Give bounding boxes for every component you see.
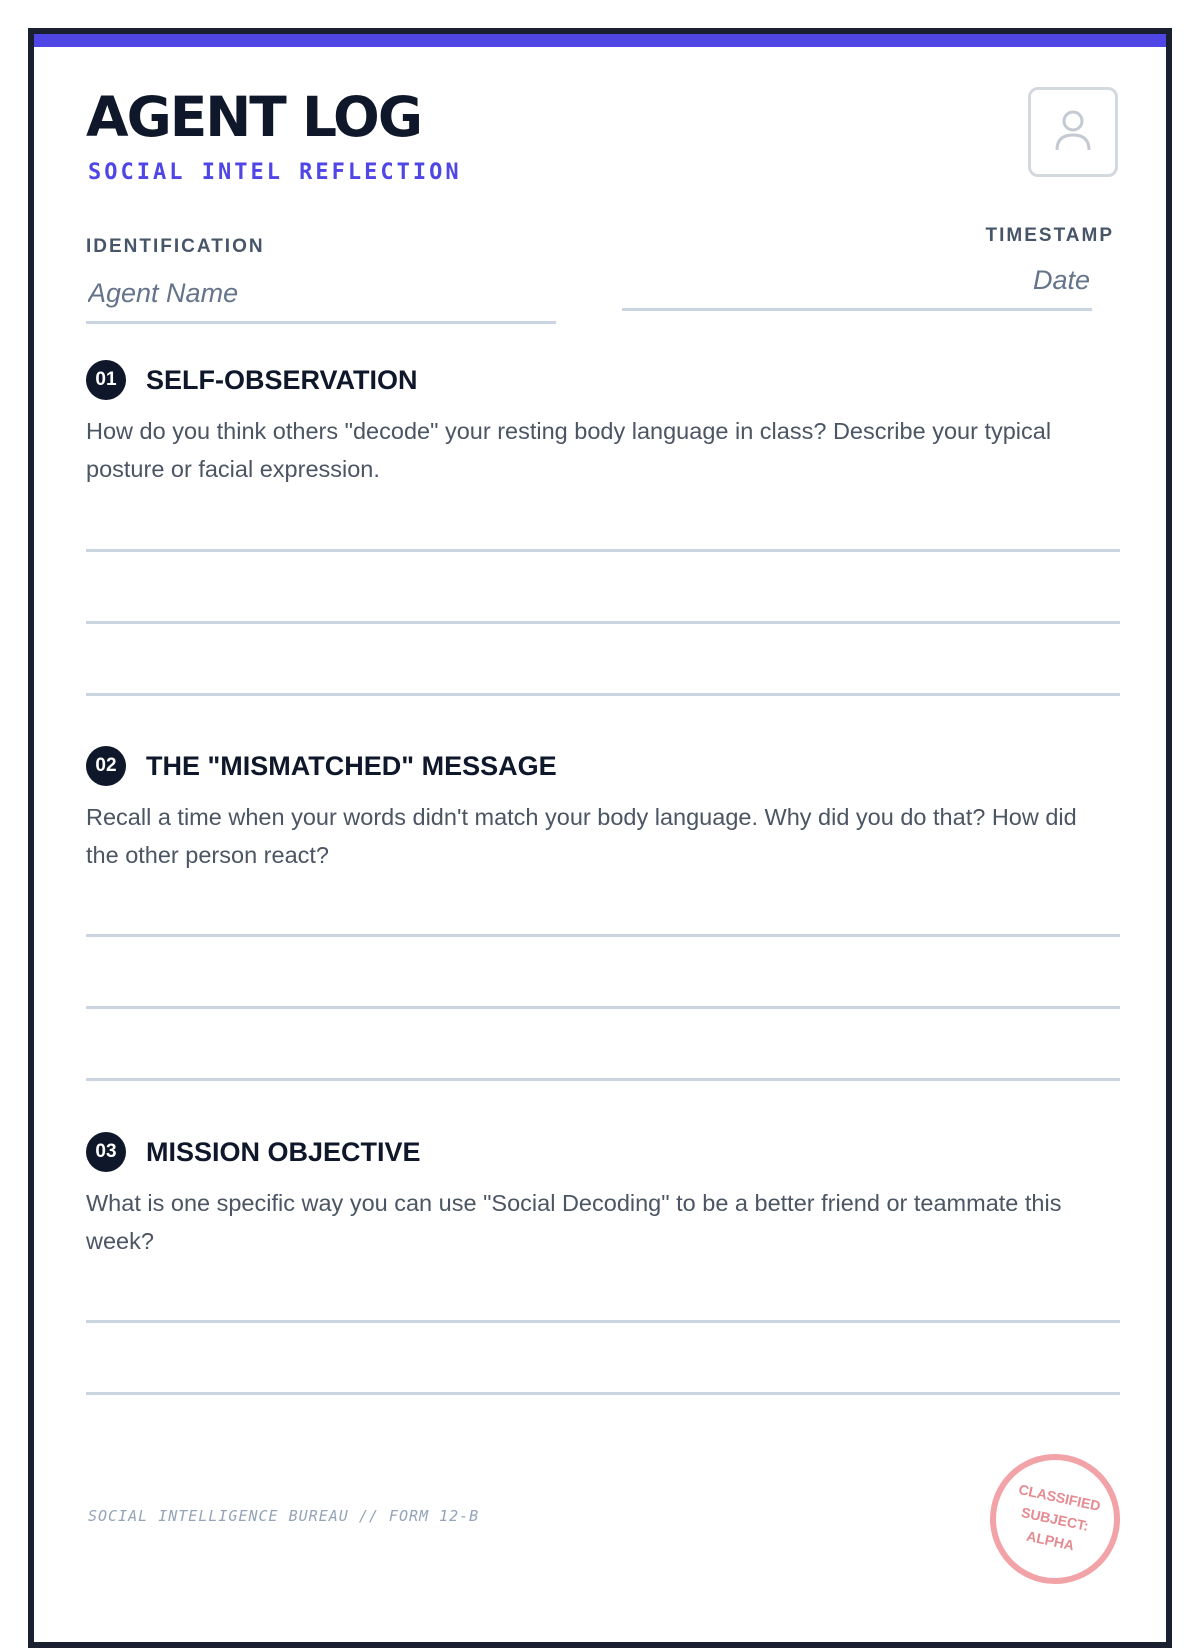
section-self-observation bbox=[86, 360, 1120, 710]
identification-label: IDENTIFICATION bbox=[86, 236, 265, 257]
section-heading bbox=[86, 1132, 1120, 1172]
answer-line[interactable] bbox=[86, 1006, 1120, 1009]
answer-line[interactable] bbox=[86, 1078, 1120, 1081]
page-title: AGENT LOG bbox=[86, 85, 421, 149]
section-prompt: What is one specific way you can use "Social Decoding" to be a better friend or teammate this week? bbox=[86, 1190, 1062, 1254]
avatar-placeholder[interactable] bbox=[1028, 87, 1118, 177]
answer-line[interactable] bbox=[86, 1392, 1120, 1395]
answer-line[interactable] bbox=[86, 549, 1120, 552]
agent-name-field[interactable] bbox=[86, 272, 556, 324]
section-title: MISSION OBJECTIVE bbox=[146, 1136, 421, 1167]
answer-line[interactable] bbox=[86, 1320, 1120, 1323]
accent-bar bbox=[34, 34, 1166, 47]
page-subtitle: SOCIAL INTEL REFLECTION bbox=[88, 160, 462, 185]
worksheet bbox=[28, 28, 1172, 1648]
section-heading bbox=[86, 746, 1120, 786]
user-icon bbox=[1053, 108, 1093, 156]
answer-line[interactable] bbox=[86, 934, 1120, 937]
date-field[interactable] bbox=[622, 258, 1092, 311]
section-heading bbox=[86, 360, 1120, 400]
section-number-badge: 01 bbox=[86, 360, 126, 400]
section-prompt: How do you think others "decode" your resting body language in class? Describe your typical posture or facial expression. bbox=[86, 418, 1052, 482]
section-mission-objective bbox=[86, 1132, 1120, 1412]
section-title: SELF-OBSERVATION bbox=[146, 364, 418, 395]
section-number-badge: 02 bbox=[86, 746, 126, 786]
timestamp-label: TIMESTAMP bbox=[985, 225, 1114, 246]
form-footer: SOCIAL INTELLIGENCE BUREAU // FORM 12-B bbox=[88, 1507, 480, 1525]
answer-line[interactable] bbox=[86, 693, 1120, 696]
section-prompt: Recall a time when your words didn't match your body language. Why did you do that? How did the other person react? bbox=[86, 804, 1077, 868]
section-number-badge: 03 bbox=[86, 1132, 126, 1172]
stamp-text: CLASSIFIED SUBJECT: ALPHA bbox=[1017, 1481, 1102, 1554]
classified-stamp bbox=[978, 1442, 1132, 1596]
section-title: THE "MISMATCHED" MESSAGE bbox=[146, 750, 557, 781]
section-mismatched-message bbox=[86, 746, 1120, 1096]
answer-line[interactable] bbox=[86, 621, 1120, 624]
